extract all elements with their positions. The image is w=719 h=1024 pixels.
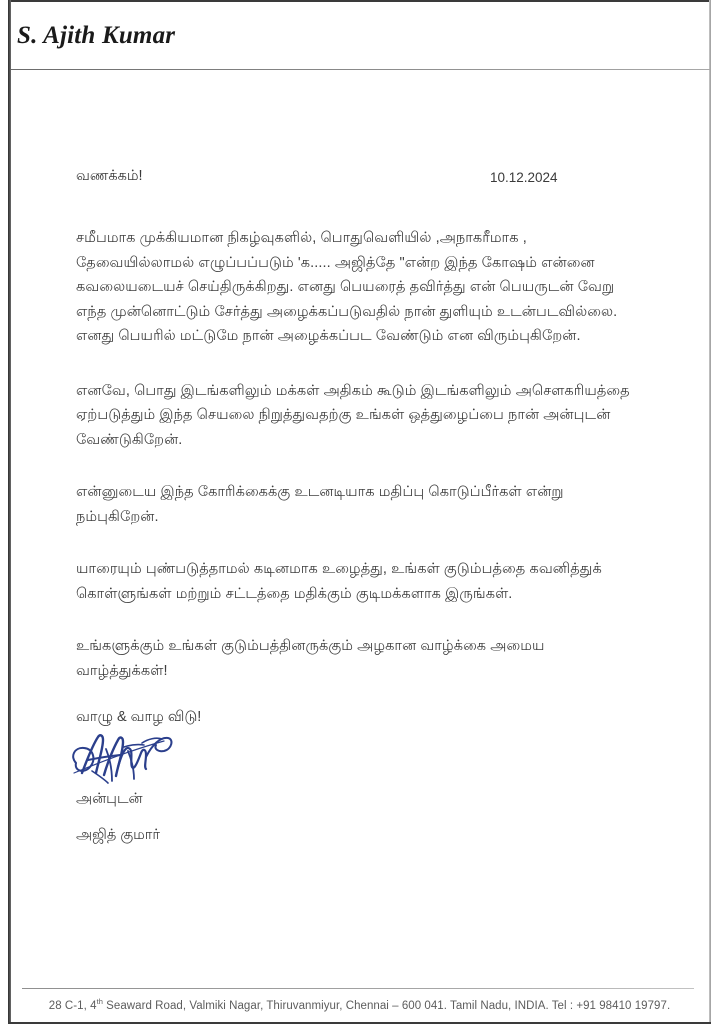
paragraph-4: யாரையும் புண்படுத்தாமல் கடினமாக உழைத்து, உங்கள் குடும்பத்தை கவனித்துக் கொள்ளுங்கள் மற்றும் சட்டத்தை மதிக்கும் குடிமக்களாக இருங்கள். <box>76 561 602 602</box>
paragraph-2: எனவே, பொது இடங்களிலும் மக்கள் அதிகம் கூடும் இடங்களிலும் அசௌகரியத்தை ஏற்படுத்தும் இந்த செயலை நிறுத்துவதற்கு உங்கள் ஒத்துழைப்பை நான் அன்புடன் வேண்டுகிறேன். <box>76 382 630 448</box>
footer-address-part2: Seaward Road, Valmiki Nagar, Thiruvanmiyur, Chennai – 600 041. Tamil Nadu, INDIA. Tel : +91 98410 19797. <box>102 999 671 1012</box>
header-divider <box>11 69 710 70</box>
letter-body <box>76 168 632 847</box>
sign-off: அன்புடன் <box>76 791 143 807</box>
paragraph-3: என்னுடைய இந்த கோரிக்கைக்கு உடனடியாக மதிப்பு கொடுப்பீர்கள் என்று நம்புகிறேன். <box>76 484 564 525</box>
letter-date: 10.12.2024 <box>490 170 558 185</box>
footer-address-part1: 28 C-1, 4 <box>48 999 97 1012</box>
salutation: வணக்கம்! <box>76 168 143 184</box>
paragraph-5: உங்களுக்கும் உங்கள் குடும்பத்தினருக்கும் அழகான வாழ்க்கை அமைய வாழ்த்துக்கள்! <box>76 638 545 679</box>
signature-image <box>68 727 258 789</box>
footer-divider <box>22 988 694 989</box>
letterhead-name: S. Ajith Kumar <box>17 22 176 49</box>
page-border-right <box>709 0 711 1024</box>
signer-name: அஜித் குமார் <box>76 827 160 843</box>
footer-address-ordinal: th <box>96 997 103 1006</box>
salutation-row <box>76 168 632 192</box>
page-border-left <box>8 0 11 1024</box>
page-border-top <box>8 0 711 2</box>
footer-address <box>0 997 719 1012</box>
signature-area <box>76 731 632 787</box>
paragraph-1: சமீபமாக முக்கியமான நிகழ்வுகளில், பொதுவெளியில் ,அநாகரீமாக , தேவையில்லாமல் எழுப்பப்படும் 'க..... அஜித்தே "என்ற இந்த கோஷம் என்னை கவலையடையச் செய்திருக்கிறது. எனது பெயரைத் தவிர்த்து என் பெயருடன் வேறு எந்த முன்னொட்டும் சேர்த்து அழைக்கப்படுவதில் நான் துளியும் உடன்படவில்லை. எனது பெயரில் மட்டுமே நான் அழைக்கப்பட வேண்டும் என விரும்புகிறேன். <box>76 230 618 344</box>
closing-line: வாழு & வாழ விடு! <box>76 709 202 725</box>
